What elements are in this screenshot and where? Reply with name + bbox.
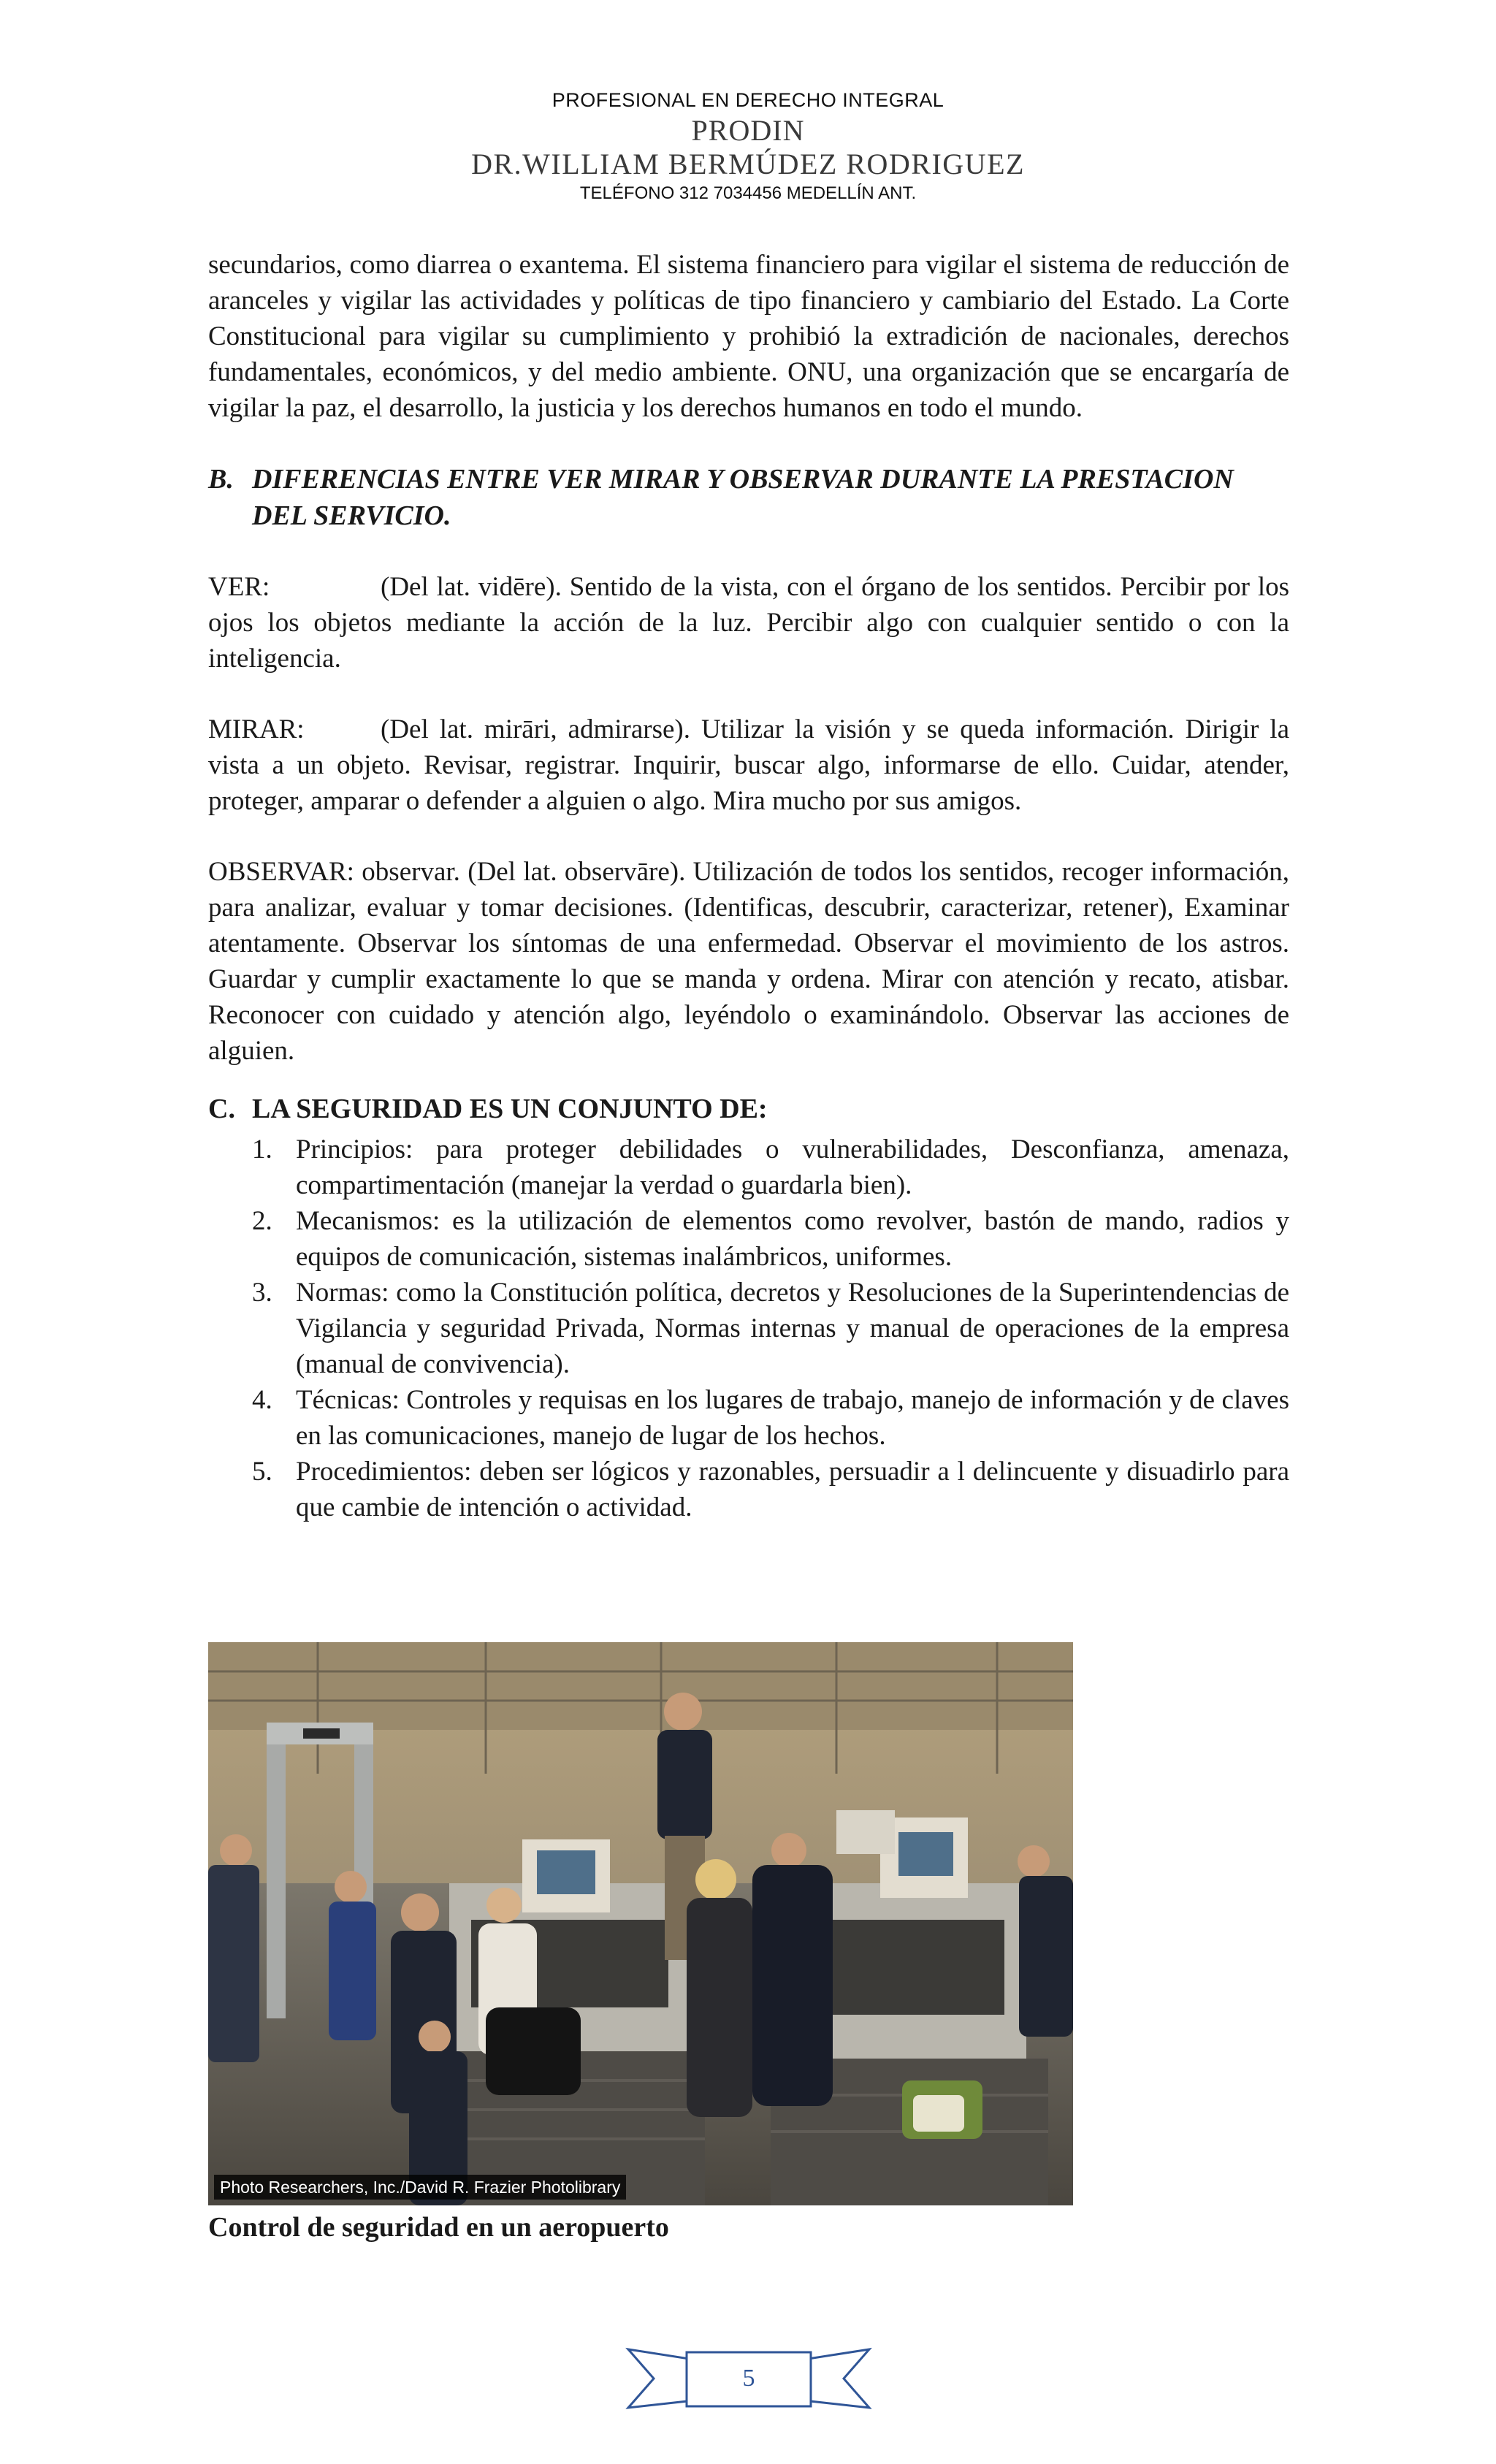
airport-security-photo [208,1642,1073,2205]
list-item-number: 4. [252,1385,272,1415]
photo-illustration [208,1642,1073,2205]
list-item-text: Principios: para proteger debilidades o vulnerabilidades, Desconfianza, amenaza, compartimentación (manejar la verdad o guardarla bien). [296,1134,1289,1200]
page-header [0,86,1496,206]
intro-paragraph: secundarios, como diarrea o exantema. El sistema financiero para vigilar el sistema de reducción de aranceles y vigilar las actividades y políticas de tipo financiero y cambiario del Estado. La Corte Constitucional para vigilar su cumplimiento y prohibió la extradición de nacionales, derechos fundamentales, económicos, y del medio ambiente. ONU, una organización que se encargaría de vigilar la paz, el desarrollo, la justicia y los derechos humanos en todo el mundo. [208,250,1289,423]
list-item-number: 2. [252,1206,272,1236]
term-mirar: MIRAR: [208,714,305,744]
definition-observar [208,854,1289,1069]
section-b-title: DIFERENCIAS ENTRE VER MIRAR Y OBSERVAR DURANTE LA PRESTACION DEL SERVICIO. [252,464,1234,531]
list-item-text: Normas: como la Constitución política, decretos y Resoluciones de la Superintendencias de Vigilancia y seguridad Privada, Normas internas y manual de operaciones de la empresa (manual de convivencia). [296,1278,1289,1379]
header-phone: TELÉFONO 312 7034456 MEDELLÍN ANT. [579,183,917,203]
list-item-number: 3. [252,1278,272,1308]
list-item-number: 5. [252,1457,272,1487]
list-item-number: 1. [252,1134,272,1164]
section-c-heading [208,1091,1289,1127]
definition-mirar [208,712,1289,819]
photo-credit: Photo Researchers, Inc./David R. Frazier Photolibrary [214,2175,626,2200]
list-item [208,1203,1289,1275]
list-item-text: Técnicas: Controles y requisas en los lugares de trabajo, manejo de información y de claves en las comunicaciones, manejo de lugar de los hechos. [296,1385,1289,1451]
header-profession: PROFESIONAL EN DERECHO INTEGRAL [552,89,944,111]
definition-ver [208,569,1289,676]
list-item-text: Mecanismos: es la utilización de elementos como revolver, bastón de mando, radios y equipos de comunicación, sistemas inalámbricos, uniformes. [296,1206,1289,1272]
definition-ver-text: (Del lat. vidēre). Sentido de la vista, con el órgano de los sentidos. Percibir por los ojos los objetos mediante la acción de la luz. Percibir algo con cualquier sentido o con la inteligencia. [208,572,1289,674]
list-item [208,1382,1289,1454]
document-body [208,247,1289,1525]
definition-observar-text: observar. (Del lat. observāre). Utilización de todos los sentidos, recoger información, para analizar, evaluar y tomar decisiones. (Identificas, descubrir, caracterizar, retener), Examinar atentamente. Observar los síntomas de una enfermedad. Observar el movimiento de los astros. Guardar y cumplir exactamente lo que se manda y ordena. Mirar con atención y recato, atisbar. Reconocer con cuidado y atención algo, leyéndolo o examinándolo. Observar las acciones de alguien. [208,857,1289,1066]
header-author: DR.WILLIAM BERMÚDEZ RODRIGUEZ [471,148,1025,180]
section-c-letter: C. [208,1094,235,1124]
list-item [208,1275,1289,1382]
header-brand: PRODIN [691,114,805,147]
term-ver: VER: [208,572,270,602]
section-b-letter: B. [208,464,234,495]
section-b-heading [208,461,1289,534]
section-c-title: LA SEGURIDAD ES UN CONJUNTO DE: [252,1094,768,1124]
list-item [208,1454,1289,1525]
list-item [208,1132,1289,1203]
page-number: 5 [742,2365,755,2392]
figure-caption: Control de seguridad en un aeropuerto [208,2212,669,2243]
security-components-list [208,1132,1289,1525]
list-item-text: Procedimientos: deben ser lógicos y razonables, persuadir a l delincuente y disuadirlo para que cambie de intención o actividad. [296,1457,1289,1522]
term-observar: OBSERVAR: [208,857,354,887]
definition-mirar-text: (Del lat. mirāri, admirarse). Utilizar la visión y se queda información. Dirigir la vista a un objeto. Revisar, registrar. Inquirir, buscar algo, informarse de ello. Cuidar, atender, proteger, amparar o defender a alguien o algo. Mira mucho por sus amigos. [208,714,1289,816]
